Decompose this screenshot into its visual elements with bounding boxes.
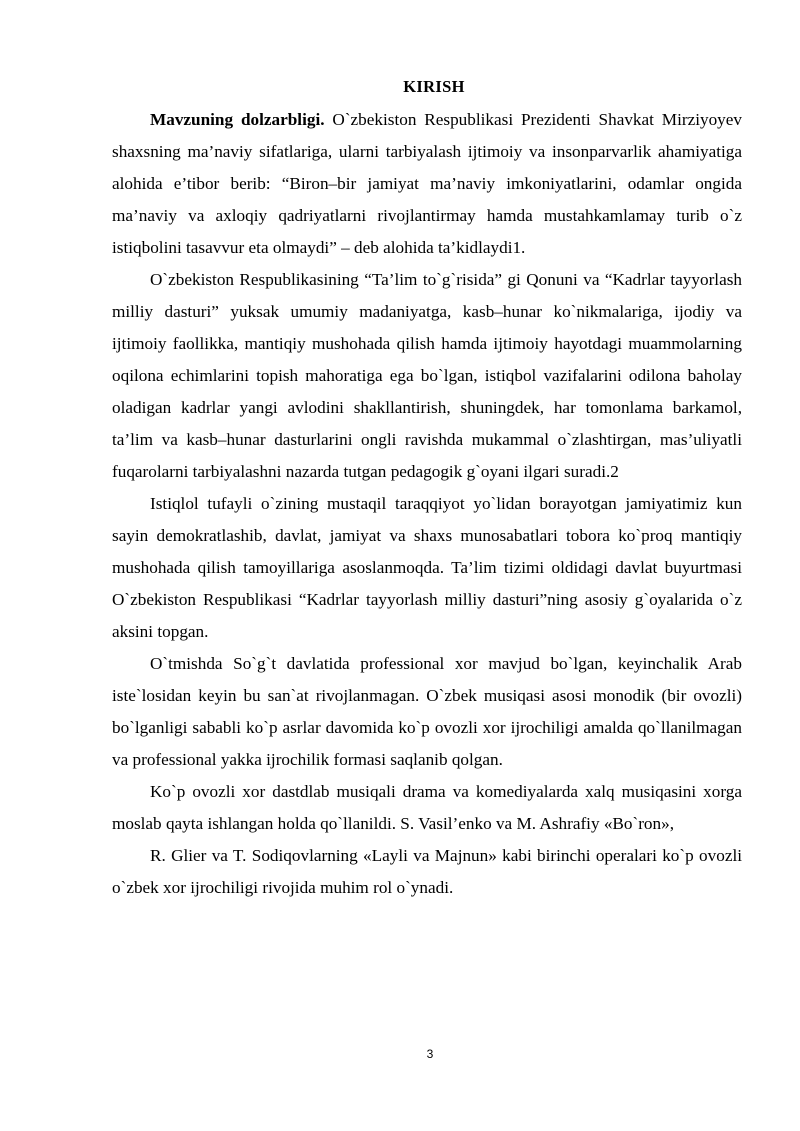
paragraph-operas: R. Glier va T. Sodiqovlarning «Layli va Majnun» kabi birinchi operalari ko`p ovozli o`zbek xor ijrochiligi rivojida muhim rol o`ynadi. [112,846,742,897]
paragraph-polyphony: Ko`p ovozli xor dastdlab musiqali drama va komediyalarda xalq musiqasini xorga moslab qayta ishlangan holda qo`llanildi. S. Vasil’enko va M. Ashrafiy «Bo`ron», [112,782,742,833]
page-number: 3 [426,1047,434,1061]
paragraph-history: O`tmishda So`g`t davlatida professional xor mavjud bo`lgan, keyinchalik Arab iste`losidan keyin bu san`at rivojlanmagan. O`zbek musiqasi asosi monodik (bir ovozli) bo`lganligi sababli ko`p asrlar davomida ko`p ovozli xor ijrochiligi amalda qo`llanilmagan va professional yakka ijrochilik formasi saqlanib qolgan. [112,654,742,769]
paragraph-lead: Mavzuning dolzarbligi. [150,110,325,129]
page-title: KIRISH [403,77,465,96]
body-text [112,104,742,904]
paragraph-relevance [112,104,742,264]
paragraph-text: O`zbekiston Respublikasi Prezidenti Shavkat Mirziyoyev shaxsning ma’naviy sifatlariga, ularni tarbiyalash ijtimoiy va insonparvarlik ahamiyatiga alohida e’tibor berib: “Biron–bir jamiyat ma’naviy imkoniyatlarini, odamlar ongida ma’naviy va axloqiy qadriyatlarni rivojlantirmay hamda mustahkamlamay turib o`z istiqbolini tasavvur eta olmaydi” – deb alohida ta’kidlaydi1. [112,110,742,257]
paragraph-law: O`zbekiston Respublikasining “Ta’lim to`g`risida” gi Qonuni va “Kadrlar tayyorlash milliy dasturi” yuksak umumiy madaniyatga, kasb–hunar ko`nikmalariga, ijodiy va ijtimoiy faollikka, mantiqiy mushohada qilish hamda ijtimoiy hayotdagi muammolarning oqilona echimlarini topish mahoratiga ega bo`lgan, istiqbol vazifalarini odilona baholay oladigan kadrlar yangi avlodini shakllantirish, shuningdek, har tomonlama barkamol, ta’lim va kasb–hunar dasturlarini ongli ravishda mukammal o`zlashtirgan, mas’uliyatli fuqarolarni tarbiyalashni nazarda tutgan pedagogik g`oyani ilgari suradi.2 [112,270,742,481]
paragraph-independence: Istiqlol tufayli o`zining mustaqil taraqqiyot yo`lidan borayotgan jamiyatimiz kun sayin demokratlashib, davlat, jamiyat va shaxs munosabatlari tobora ko`proq mantiqiy mushohada qilish tamoyillariga asoslanmoqda. Ta’lim tizimi oldidagi davlat buyurtmasi O`zbekiston Respublikasi “Kadrlar tayyorlash milliy dasturi”ning asosiy g`oyalarida o`z aksini topgan. [112,494,742,641]
